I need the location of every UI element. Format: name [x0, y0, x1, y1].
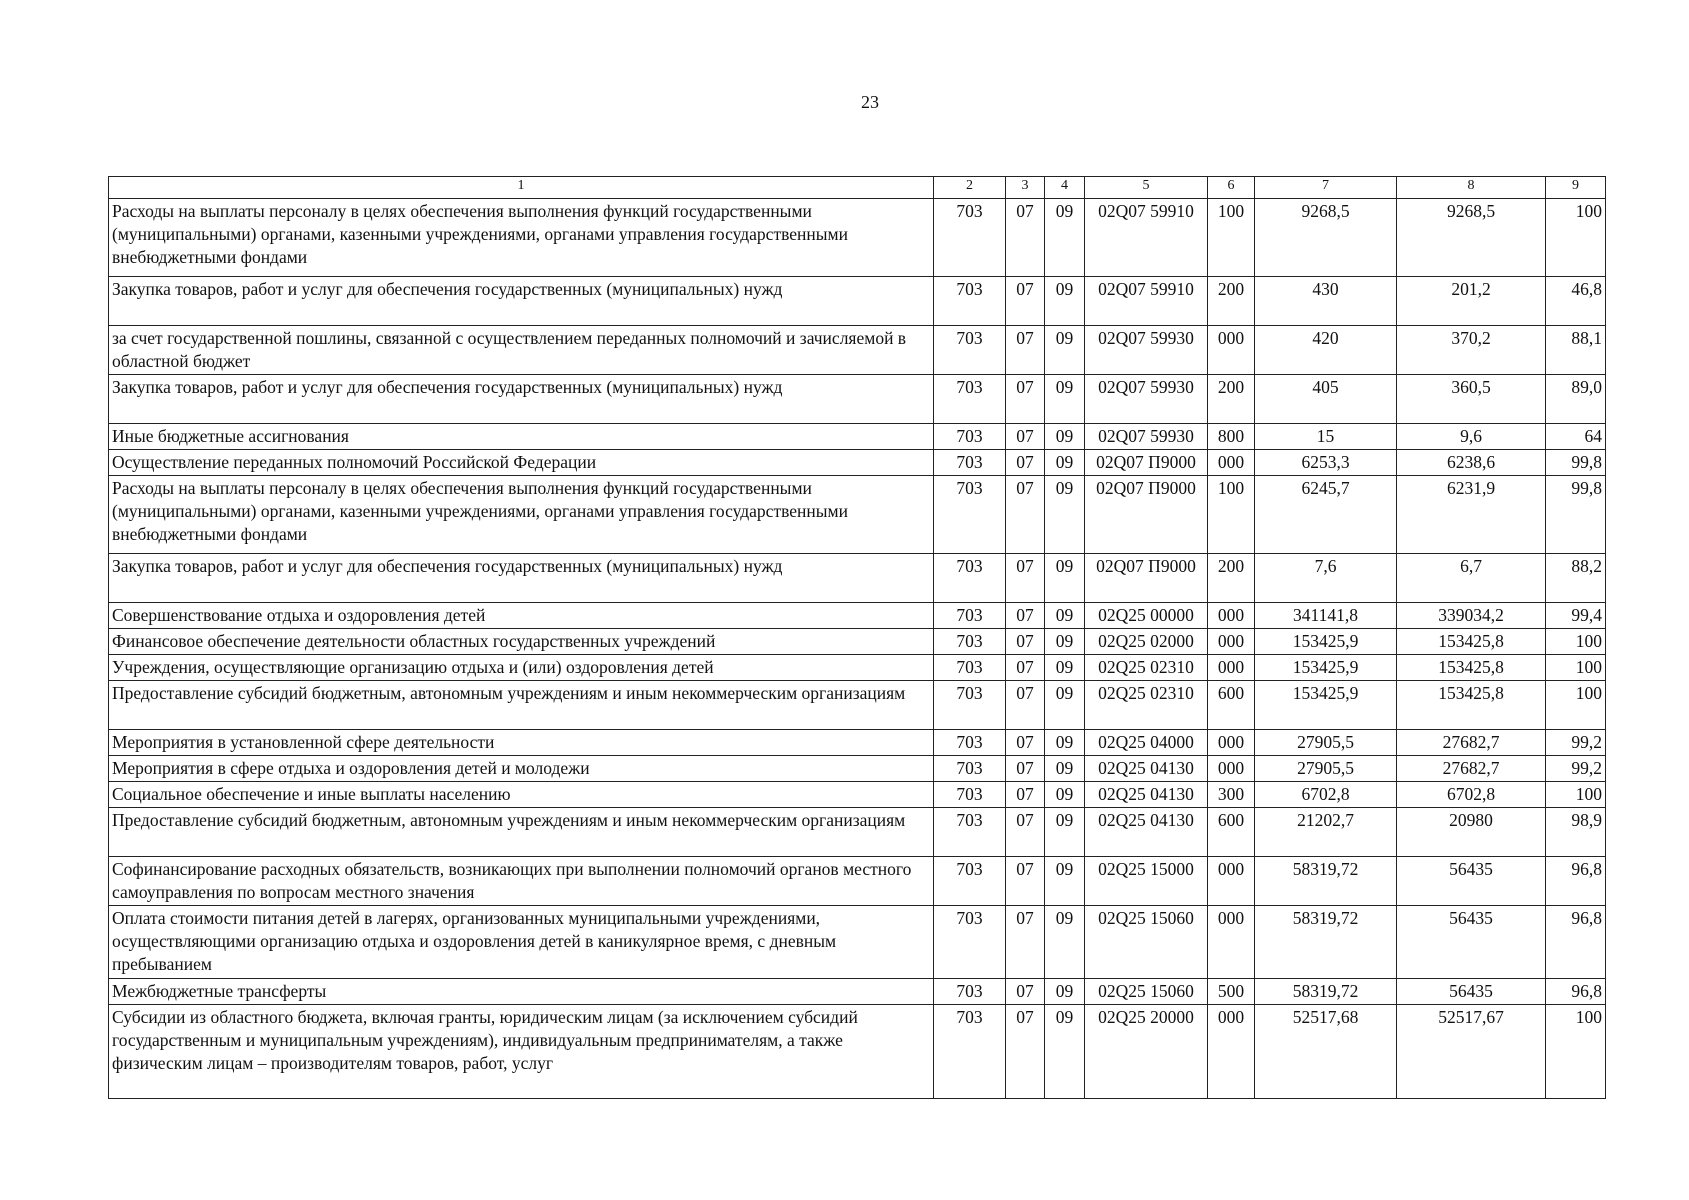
section-cell: 07	[1006, 375, 1045, 424]
admin-code-cell: 703	[934, 756, 1006, 782]
expense-type-cell: 600	[1208, 808, 1255, 857]
admin-code-cell: 703	[934, 554, 1006, 603]
expense-type-cell: 000	[1208, 450, 1255, 476]
execution-percent-cell: 98,9	[1546, 808, 1606, 857]
table-header-row	[109, 177, 1606, 199]
table-row	[109, 857, 1606, 906]
planned-amount-cell: 7,6	[1255, 554, 1397, 603]
row-name-cell: Осуществление переданных полномочий Российской Федерации	[109, 450, 934, 476]
section-cell: 07	[1006, 756, 1045, 782]
executed-amount-cell: 56435	[1397, 906, 1546, 979]
section-cell: 07	[1006, 554, 1045, 603]
admin-code-cell: 703	[934, 629, 1006, 655]
executed-amount-cell: 20980	[1397, 808, 1546, 857]
planned-amount-cell: 6245,7	[1255, 476, 1397, 554]
subsection-cell: 09	[1045, 681, 1085, 730]
subsection-cell: 09	[1045, 603, 1085, 629]
table-row	[109, 681, 1606, 730]
header-cell: 1	[109, 177, 934, 199]
expense-type-cell: 000	[1208, 603, 1255, 629]
table-row	[109, 808, 1606, 857]
executed-amount-cell: 201,2	[1397, 277, 1546, 326]
subsection-cell: 09	[1045, 629, 1085, 655]
executed-amount-cell: 6702,8	[1397, 782, 1546, 808]
header-cell: 7	[1255, 177, 1397, 199]
header-cell: 6	[1208, 177, 1255, 199]
section-cell: 07	[1006, 808, 1045, 857]
executed-amount-cell: 6,7	[1397, 554, 1546, 603]
executed-amount-cell: 370,2	[1397, 326, 1546, 375]
subsection-cell: 09	[1045, 199, 1085, 277]
section-cell: 07	[1006, 979, 1045, 1005]
table-row	[109, 1005, 1606, 1099]
row-name-cell: Совершенствование отдыха и оздоровления детей	[109, 603, 934, 629]
row-name-cell: Финансовое обеспечение деятельности областных государственных учреждений	[109, 629, 934, 655]
expense-type-cell: 800	[1208, 424, 1255, 450]
admin-code-cell: 703	[934, 808, 1006, 857]
table-row	[109, 979, 1606, 1005]
subsection-cell: 09	[1045, 730, 1085, 756]
table-row	[109, 906, 1606, 979]
expense-type-cell: 000	[1208, 730, 1255, 756]
planned-amount-cell: 430	[1255, 277, 1397, 326]
budget-table	[108, 176, 1606, 1099]
planned-amount-cell: 58319,72	[1255, 906, 1397, 979]
section-cell: 07	[1006, 730, 1045, 756]
target-article-cell: 02Q25 04130	[1085, 782, 1208, 808]
planned-amount-cell: 153425,9	[1255, 629, 1397, 655]
row-name-cell: Закупка товаров, работ и услуг для обеспечения государственных (муниципальных) нужд	[109, 554, 934, 603]
admin-code-cell: 703	[934, 199, 1006, 277]
page-number: 23	[861, 92, 879, 112]
planned-amount-cell: 341141,8	[1255, 603, 1397, 629]
table-row	[109, 730, 1606, 756]
expense-type-cell: 200	[1208, 277, 1255, 326]
planned-amount-cell: 153425,9	[1255, 681, 1397, 730]
subsection-cell: 09	[1045, 1005, 1085, 1099]
section-cell: 07	[1006, 476, 1045, 554]
planned-amount-cell: 58319,72	[1255, 979, 1397, 1005]
expense-type-cell: 000	[1208, 756, 1255, 782]
execution-percent-cell: 96,8	[1546, 906, 1606, 979]
admin-code-cell: 703	[934, 603, 1006, 629]
planned-amount-cell: 420	[1255, 326, 1397, 375]
row-name-cell: Иные бюджетные ассигнования	[109, 424, 934, 450]
table-row	[109, 424, 1606, 450]
table-row	[109, 476, 1606, 554]
expense-type-cell: 000	[1208, 857, 1255, 906]
expense-type-cell: 600	[1208, 681, 1255, 730]
row-name-cell: Расходы на выплаты персоналу в целях обеспечения выполнения функций государственными (муниципальными) органами, казенными учреждениями, органами управления государственными внебюджетными фондами	[109, 199, 934, 277]
subsection-cell: 09	[1045, 808, 1085, 857]
expense-type-cell: 000	[1208, 1005, 1255, 1099]
table-row	[109, 782, 1606, 808]
planned-amount-cell: 6702,8	[1255, 782, 1397, 808]
execution-percent-cell: 88,1	[1546, 326, 1606, 375]
execution-percent-cell: 100	[1546, 655, 1606, 681]
target-article-cell: 02Q25 15060	[1085, 906, 1208, 979]
table-row	[109, 629, 1606, 655]
executed-amount-cell: 6231,9	[1397, 476, 1546, 554]
expense-type-cell: 200	[1208, 554, 1255, 603]
execution-percent-cell: 100	[1546, 199, 1606, 277]
planned-amount-cell: 58319,72	[1255, 857, 1397, 906]
executed-amount-cell: 56435	[1397, 979, 1546, 1005]
execution-percent-cell: 96,8	[1546, 979, 1606, 1005]
header-cell: 2	[934, 177, 1006, 199]
execution-percent-cell: 46,8	[1546, 277, 1606, 326]
subsection-cell: 09	[1045, 375, 1085, 424]
target-article-cell: 02Q25 02310	[1085, 681, 1208, 730]
section-cell: 07	[1006, 857, 1045, 906]
target-article-cell: 02Q25 20000	[1085, 1005, 1208, 1099]
section-cell: 07	[1006, 1005, 1045, 1099]
planned-amount-cell: 6253,3	[1255, 450, 1397, 476]
planned-amount-cell: 21202,7	[1255, 808, 1397, 857]
table-row	[109, 277, 1606, 326]
table-row	[109, 326, 1606, 375]
section-cell: 07	[1006, 655, 1045, 681]
admin-code-cell: 703	[934, 326, 1006, 375]
table-row	[109, 603, 1606, 629]
expense-type-cell: 000	[1208, 655, 1255, 681]
subsection-cell: 09	[1045, 554, 1085, 603]
executed-amount-cell: 360,5	[1397, 375, 1546, 424]
table-row	[109, 756, 1606, 782]
row-name-cell: Закупка товаров, работ и услуг для обеспечения государственных (муниципальных) нужд	[109, 375, 934, 424]
execution-percent-cell: 99,8	[1546, 476, 1606, 554]
target-article-cell: 02Q25 15060	[1085, 979, 1208, 1005]
row-name-cell: Предоставление субсидий бюджетным, автономным учреждениям и иным некоммерческим организациям	[109, 681, 934, 730]
table-row	[109, 199, 1606, 277]
executed-amount-cell: 27682,7	[1397, 756, 1546, 782]
row-name-cell: Оплата стоимости питания детей в лагерях, организованных муниципальными учреждениями, осуществляющими организацию отдыха и оздоровления детей в каникулярное время, с дневным пребыванием	[109, 906, 934, 979]
row-name-cell: Расходы на выплаты персоналу в целях обеспечения выполнения функций государственными (муниципальными) органами, казенными учреждениями, органами управления государственными внебюджетными фондами	[109, 476, 934, 554]
section-cell: 07	[1006, 450, 1045, 476]
row-name-cell: Субсидии из областного бюджета, включая гранты, юридическим лицам (за исключением субсидий государственным и муниципальным учреждениям), индивидуальным предпринимателям, а также физическим лицам – производителям товаров, работ, услуг	[109, 1005, 934, 1099]
expense-type-cell: 200	[1208, 375, 1255, 424]
target-article-cell: 02Q07 59930	[1085, 424, 1208, 450]
subsection-cell: 09	[1045, 476, 1085, 554]
executed-amount-cell: 339034,2	[1397, 603, 1546, 629]
subsection-cell: 09	[1045, 857, 1085, 906]
execution-percent-cell: 99,8	[1546, 450, 1606, 476]
expense-type-cell: 000	[1208, 326, 1255, 375]
header-cell: 3	[1006, 177, 1045, 199]
section-cell: 07	[1006, 326, 1045, 375]
admin-code-cell: 703	[934, 730, 1006, 756]
section-cell: 07	[1006, 629, 1045, 655]
section-cell: 07	[1006, 199, 1045, 277]
subsection-cell: 09	[1045, 424, 1085, 450]
table-row	[109, 375, 1606, 424]
subsection-cell: 09	[1045, 655, 1085, 681]
section-cell: 07	[1006, 424, 1045, 450]
execution-percent-cell: 99,4	[1546, 603, 1606, 629]
target-article-cell: 02Q07 П9000	[1085, 554, 1208, 603]
row-name-cell: Межбюджетные трансферты	[109, 979, 934, 1005]
target-article-cell: 02Q25 02310	[1085, 655, 1208, 681]
row-name-cell: Мероприятия в сфере отдыха и оздоровления детей и молодежи	[109, 756, 934, 782]
planned-amount-cell: 405	[1255, 375, 1397, 424]
planned-amount-cell: 153425,9	[1255, 655, 1397, 681]
subsection-cell: 09	[1045, 756, 1085, 782]
header-cell: 5	[1085, 177, 1208, 199]
admin-code-cell: 703	[934, 375, 1006, 424]
executed-amount-cell: 52517,67	[1397, 1005, 1546, 1099]
executed-amount-cell: 153425,8	[1397, 655, 1546, 681]
execution-percent-cell: 100	[1546, 629, 1606, 655]
execution-percent-cell: 99,2	[1546, 756, 1606, 782]
subsection-cell: 09	[1045, 979, 1085, 1005]
execution-percent-cell: 100	[1546, 681, 1606, 730]
section-cell: 07	[1006, 603, 1045, 629]
target-article-cell: 02Q07 59910	[1085, 277, 1208, 326]
subsection-cell: 09	[1045, 450, 1085, 476]
execution-percent-cell: 99,2	[1546, 730, 1606, 756]
row-name-cell: Закупка товаров, работ и услуг для обеспечения государственных (муниципальных) нужд	[109, 277, 934, 326]
header-cell: 9	[1546, 177, 1606, 199]
planned-amount-cell: 52517,68	[1255, 1005, 1397, 1099]
subsection-cell: 09	[1045, 782, 1085, 808]
target-article-cell: 02Q25 15000	[1085, 857, 1208, 906]
admin-code-cell: 703	[934, 1005, 1006, 1099]
admin-code-cell: 703	[934, 424, 1006, 450]
section-cell: 07	[1006, 782, 1045, 808]
admin-code-cell: 703	[934, 681, 1006, 730]
admin-code-cell: 703	[934, 782, 1006, 808]
section-cell: 07	[1006, 906, 1045, 979]
table-row	[109, 450, 1606, 476]
expense-type-cell: 500	[1208, 979, 1255, 1005]
admin-code-cell: 703	[934, 655, 1006, 681]
planned-amount-cell: 27905,5	[1255, 756, 1397, 782]
target-article-cell: 02Q07 59930	[1085, 375, 1208, 424]
target-article-cell: 02Q25 04130	[1085, 756, 1208, 782]
admin-code-cell: 703	[934, 979, 1006, 1005]
admin-code-cell: 703	[934, 277, 1006, 326]
table-row	[109, 554, 1606, 603]
execution-percent-cell: 89,0	[1546, 375, 1606, 424]
row-name-cell: Учреждения, осуществляющие организацию отдыха и (или) оздоровления детей	[109, 655, 934, 681]
executed-amount-cell: 9,6	[1397, 424, 1546, 450]
target-article-cell: 02Q07 П9000	[1085, 450, 1208, 476]
row-name-cell: Мероприятия в установленной сфере деятельности	[109, 730, 934, 756]
target-article-cell: 02Q25 04130	[1085, 808, 1208, 857]
target-article-cell: 02Q07 П9000	[1085, 476, 1208, 554]
row-name-cell: Социальное обеспечение и иные выплаты населению	[109, 782, 934, 808]
row-name-cell: за счет государственной пошлины, связанной с осуществлением переданных полномочий и зачисляемой в областной бюджет	[109, 326, 934, 375]
executed-amount-cell: 9268,5	[1397, 199, 1546, 277]
subsection-cell: 09	[1045, 906, 1085, 979]
admin-code-cell: 703	[934, 450, 1006, 476]
admin-code-cell: 703	[934, 857, 1006, 906]
execution-percent-cell: 88,2	[1546, 554, 1606, 603]
planned-amount-cell: 15	[1255, 424, 1397, 450]
subsection-cell: 09	[1045, 277, 1085, 326]
subsection-cell: 09	[1045, 326, 1085, 375]
expense-type-cell: 000	[1208, 906, 1255, 979]
expense-type-cell: 100	[1208, 199, 1255, 277]
executed-amount-cell: 6238,6	[1397, 450, 1546, 476]
executed-amount-cell: 153425,8	[1397, 681, 1546, 730]
row-name-cell: Софинансирование расходных обязательств, возникающих при выполнении полномочий органов местного самоуправления по вопросам местного значения	[109, 857, 934, 906]
executed-amount-cell: 56435	[1397, 857, 1546, 906]
executed-amount-cell: 153425,8	[1397, 629, 1546, 655]
admin-code-cell: 703	[934, 906, 1006, 979]
section-cell: 07	[1006, 681, 1045, 730]
execution-percent-cell: 96,8	[1546, 857, 1606, 906]
target-article-cell: 02Q07 59910	[1085, 199, 1208, 277]
section-cell: 07	[1006, 277, 1045, 326]
admin-code-cell: 703	[934, 476, 1006, 554]
planned-amount-cell: 9268,5	[1255, 199, 1397, 277]
target-article-cell: 02Q25 04000	[1085, 730, 1208, 756]
header-cell: 8	[1397, 177, 1546, 199]
header-cell: 4	[1045, 177, 1085, 199]
execution-percent-cell: 100	[1546, 1005, 1606, 1099]
expense-type-cell: 100	[1208, 476, 1255, 554]
executed-amount-cell: 27682,7	[1397, 730, 1546, 756]
planned-amount-cell: 27905,5	[1255, 730, 1397, 756]
execution-percent-cell: 100	[1546, 782, 1606, 808]
row-name-cell: Предоставление субсидий бюджетным, автономным учреждениям и иным некоммерческим организациям	[109, 808, 934, 857]
target-article-cell: 02Q25 02000	[1085, 629, 1208, 655]
execution-percent-cell: 64	[1546, 424, 1606, 450]
expense-type-cell: 000	[1208, 629, 1255, 655]
target-article-cell: 02Q25 00000	[1085, 603, 1208, 629]
expense-type-cell: 300	[1208, 782, 1255, 808]
table-row	[109, 655, 1606, 681]
target-article-cell: 02Q07 59930	[1085, 326, 1208, 375]
